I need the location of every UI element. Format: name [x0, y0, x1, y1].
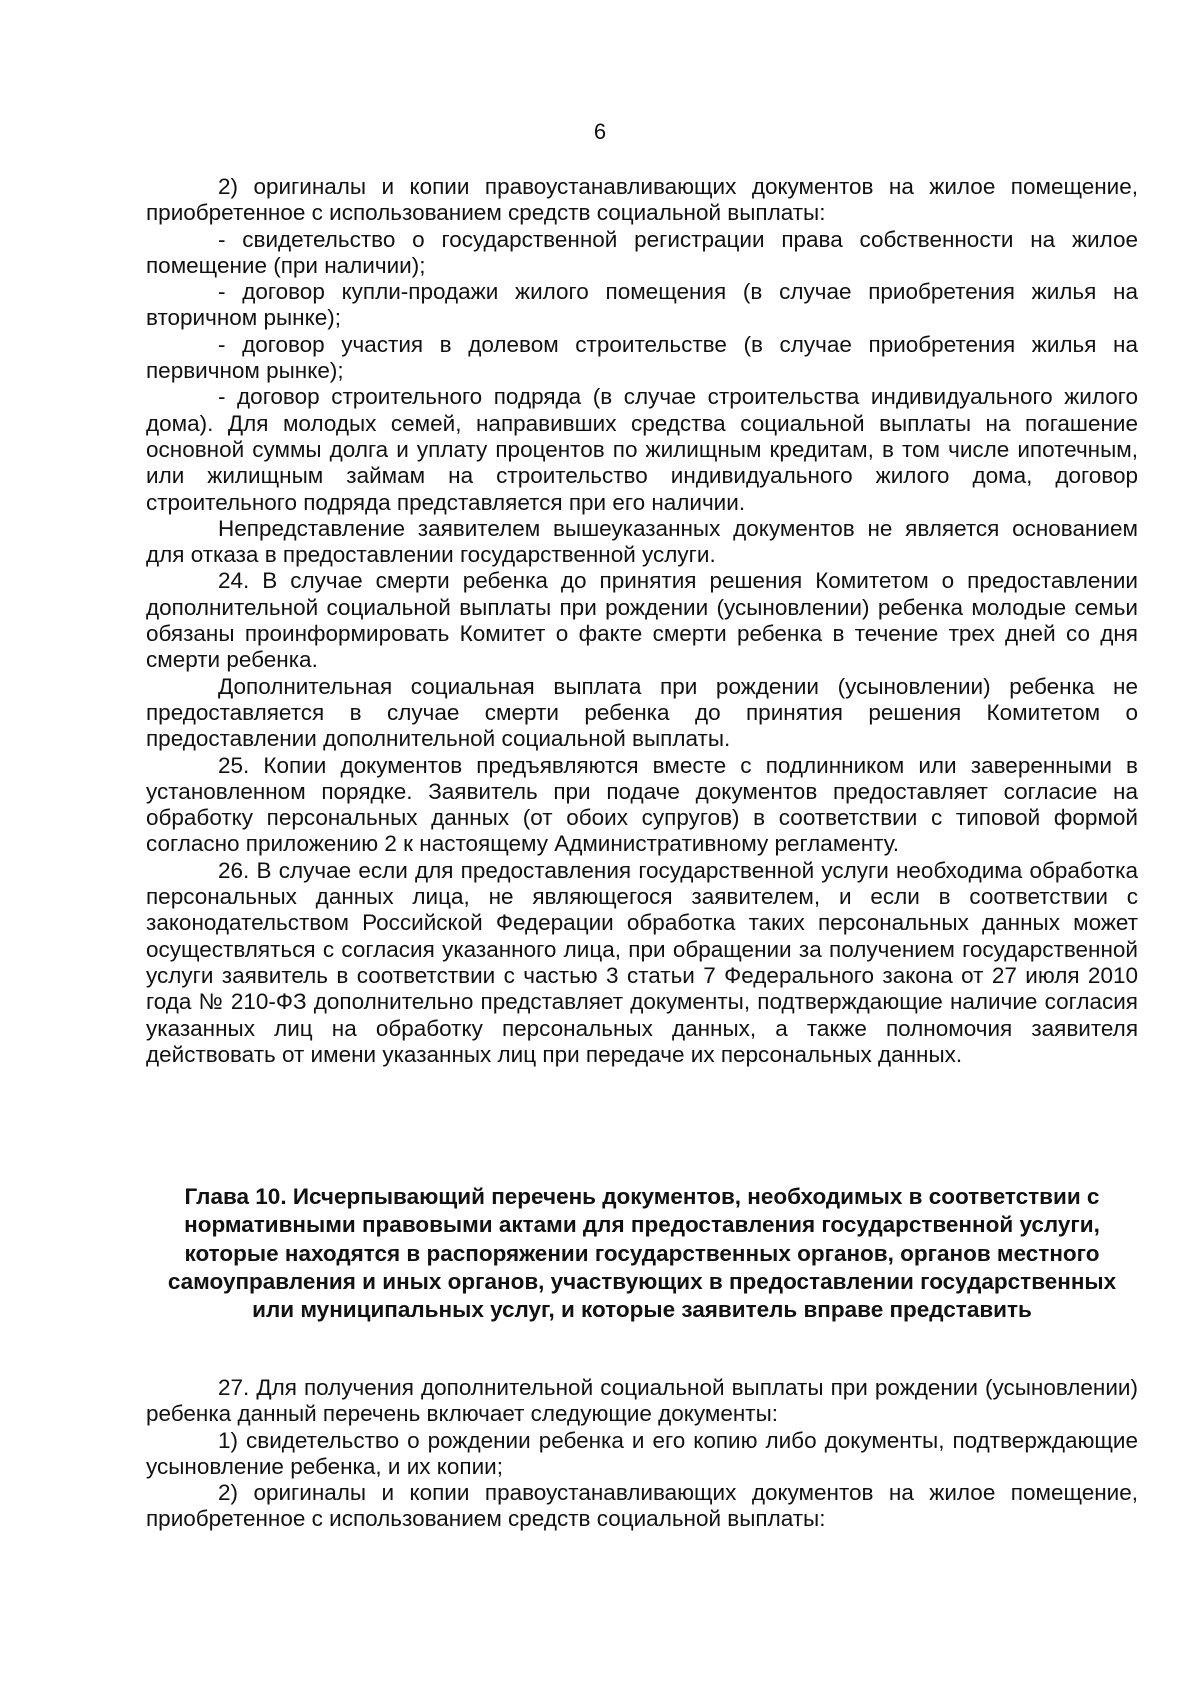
paragraph: Дополнительная социальная выплата при рождении (усыновлении) ребенка не предоставляется в случае смерти ребенка до принятия решения Комитетом о предоставлении дополнительной социальной выплаты. [146, 673, 1138, 752]
paragraph: 2) оригиналы и копии правоустанавливающих документов на жилое помещение, приобретенное с использованием средств социальной выплаты: [146, 1480, 1138, 1532]
paragraph: 2) оригиналы и копии правоустанавливающих документов на жилое помещение, приобретенное с использованием средств социальной выплаты: [146, 174, 1138, 226]
body-text-bottom [146, 1375, 1138, 1533]
paragraph: 24. В случае смерти ребенка до принятия решения Комитетом о предоставлении дополнительной социальной выплаты при рождении (усыновлении) ребенка молодые семьи обязаны проинформировать Комитет о факте смерти ребенка в течение трех дней со дня смерти ребенка. [146, 568, 1138, 673]
paragraph: 1) свидетельство о рождении ребенка и его копию либо документы, подтверждающие усыновление ребенка, и их копии; [146, 1427, 1138, 1479]
paragraph: 25. Копии документов предъявляются вместе с подлинником или заверенными в установленном порядке. Заявитель при подаче документов предоставляет согласие на обработку персональных данных (от обоих супругов) в соответствии с типовой формой согласно приложению 2 к настоящему Административному регламенту. [146, 752, 1138, 857]
chapter-heading: Глава 10. Исчерпывающий перечень документов, необходимых в соответствии с нормативными правовыми актами для предоставления государственной услуги, которые находятся в распоряжении государственных органов, органов местного самоуправления и иных органов, участвующих в предоставлении государственных или муниципальных услуг, и которые заявитель вправе представить [167, 1184, 1117, 1323]
body-text-top [146, 174, 1138, 1068]
paragraph: - договор купли-продажи жилого помещения (в случае приобретения жилья на вторичном рынке); [146, 279, 1138, 331]
paragraph: Непредставление заявителем вышеуказанных документов не является основанием для отказа в предоставлении государственной услуги. [146, 515, 1138, 568]
paragraph: - договор участия в долевом строительстве (в случае приобретения жилья на первичном рынке); [146, 331, 1138, 384]
paragraph: - договор строительного подряда (в случае строительства индивидуального жилого дома). Для молодых семей, направивших средства социальной выплаты на погашение основной суммы долга и уплату процентов по жилищным кредитам, в том числе ипотечным, или жилищным займам на строительство индивидуального жилого дома, договор строительного подряда представляется при его наличии. [146, 384, 1138, 515]
paragraph: 27. Для получения дополнительной социальной выплаты при рождении (усыновлении) ребенка данный перечень включает следующие документы: [146, 1375, 1138, 1427]
paragraph: 26. В случае если для предоставления государственной услуги необходима обработка персональных данных лица, не являющегося заявителем, и если в соответствии с законодательством Российской Федерации обработка таких персональных данных может осуществляться с согласия указанного лица, при обращении за получением государственной услуги заявитель в соответствии с частью 3 статьи 7 Федерального закона от 27 июля 2010 года № 210-ФЗ дополнительно представляет документы, подтверждающие наличие согласия указанных лиц на обработку персональных данных, а также полномочия заявителя действовать от имени указанных лиц при передаче их персональных данных. [146, 857, 1138, 1067]
page-number: 6 [593, 119, 607, 144]
paragraph: - свидетельство о государственной регистрации права собственности на жилое помещение (при наличии); [146, 226, 1138, 278]
